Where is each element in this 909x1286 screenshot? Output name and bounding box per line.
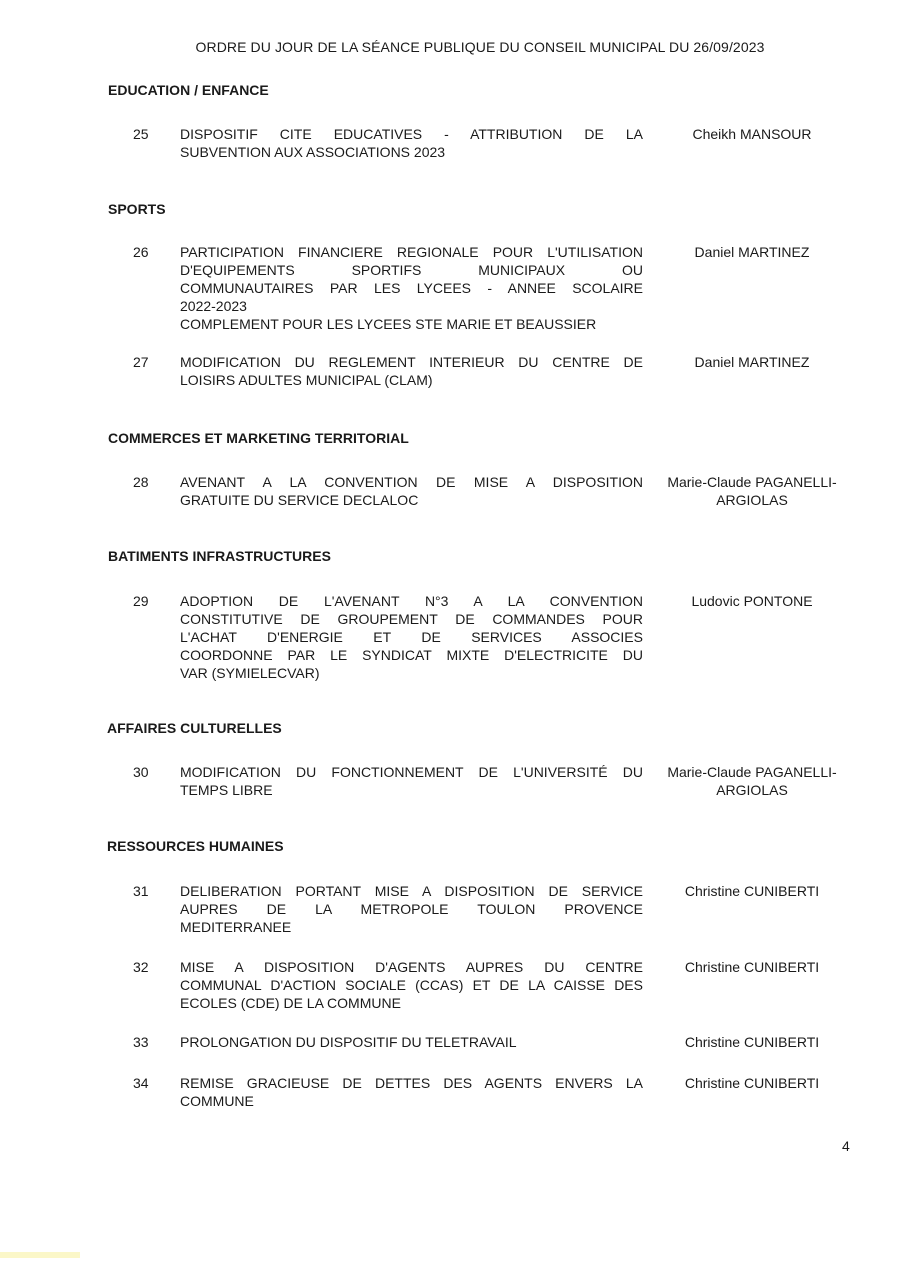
item-title-line: COMMUNE <box>180 1093 254 1109</box>
item-title-line: AUPRES DE LA METROPOLE TOULON PROVENCE <box>180 901 643 917</box>
item-title-line: CONSTITUTIVE DE GROUPEMENT DE COMMANDES POUR <box>180 611 643 627</box>
rapporteur-name-line: Marie-Claude PAGANELLI- <box>667 764 837 780</box>
item-title-line: D'EQUIPEMENTS SPORTIFS MUNICIPAUX OU <box>180 262 643 278</box>
item-title <box>180 958 643 1012</box>
item-title-line: AVENANT A LA CONVENTION DE MISE A DISPOSITION <box>180 474 643 490</box>
rapporteur-name: Christine CUNIBERTI <box>684 883 820 899</box>
item-rapporteur <box>652 125 852 143</box>
item-title-line: LOISIRS ADULTES MUNICIPAL (CLAM) <box>180 372 433 388</box>
item-rapporteur <box>652 882 852 900</box>
item-number: 30 <box>133 764 149 780</box>
item-title-line: DISPOSITIF CITE EDUCATIVES - ATTRIBUTION DE LA <box>180 126 643 142</box>
page-header: ORDRE DU JOUR DE LA SÉANCE PUBLIQUE DU CONSEIL MUNICIPAL DU 26/09/2023 <box>195 39 765 55</box>
rapporteur-name: Cheikh MANSOUR <box>692 126 812 142</box>
item-rapporteur <box>652 353 852 371</box>
item-title <box>180 1074 643 1110</box>
item-title-line: GRATUITE DU SERVICE DECLALOC <box>180 492 419 508</box>
section-title: EDUCATION / ENFANCE <box>108 82 269 98</box>
section-title: AFFAIRES CULTURELLES <box>107 720 282 736</box>
item-title-line: MEDITERRANEE <box>180 919 292 935</box>
item-title-line: COMPLEMENT POUR LES LYCEES STE MARIE ET BEAUSSIER <box>180 316 597 332</box>
item-title-line: REMISE GRACIEUSE DE DETTES DES AGENTS ENVERS LA <box>180 1075 643 1091</box>
item-number: 32 <box>133 959 149 975</box>
rapporteur-name: Ludovic PONTONE <box>691 593 813 609</box>
item-title-line: COMMUNAL D'ACTION SOCIALE (CCAS) ET DE LA CAISSE DES <box>180 977 643 993</box>
item-number: 34 <box>133 1075 149 1091</box>
section-title: COMMERCES ET MARKETING TERRITORIAL <box>108 430 409 446</box>
item-title-line: MODIFICATION DU FONCTIONNEMENT DE L'UNIVERSITÉ DU <box>180 764 643 780</box>
item-title-line: MODIFICATION DU REGLEMENT INTERIEUR DU CENTRE DE <box>180 354 643 370</box>
item-number: 31 <box>133 883 149 899</box>
item-title <box>180 882 643 936</box>
item-title-line: TEMPS LIBRE <box>180 782 273 798</box>
page-number: 4 <box>842 1138 850 1154</box>
rapporteur-name-line: ARGIOLAS <box>716 782 788 798</box>
item-number: 25 <box>133 126 149 142</box>
item-title-line: 2022-2023 <box>180 298 247 314</box>
rapporteur-name: Daniel MARTINEZ <box>694 354 810 370</box>
rapporteur-name: Daniel MARTINEZ <box>694 244 810 260</box>
rapporteur-name-line: ARGIOLAS <box>716 492 788 508</box>
item-number: 27 <box>133 354 149 370</box>
item-number: 26 <box>133 244 149 260</box>
item-rapporteur <box>652 473 852 509</box>
rapporteur-name: Christine CUNIBERTI <box>684 1075 820 1091</box>
section-title: BATIMENTS INFRASTRUCTURES <box>108 548 331 564</box>
item-number: 29 <box>133 593 149 609</box>
item-rapporteur <box>652 958 852 976</box>
item-title <box>180 125 643 161</box>
item-number: 33 <box>133 1034 149 1050</box>
item-rapporteur <box>652 243 852 261</box>
item-title-line: MISE A DISPOSITION D'AGENTS AUPRES DU CENTRE <box>180 959 643 975</box>
item-title-line: DELIBERATION PORTANT MISE A DISPOSITION DE SERVICE <box>180 883 643 899</box>
item-title-line: ECOLES (CDE) DE LA COMMUNE <box>180 995 401 1011</box>
item-title-line: ADOPTION DE L'AVENANT N°3 A LA CONVENTION <box>180 593 643 609</box>
item-title <box>180 592 643 682</box>
item-title-line: SUBVENTION AUX ASSOCIATIONS 2023 <box>180 144 446 160</box>
item-title-line: VAR (SYMIELECVAR) <box>180 665 320 681</box>
item-title <box>180 243 643 333</box>
item-rapporteur <box>652 592 852 610</box>
item-title-line: COMMUNAUTAIRES PAR LES LYCEES - ANNEE SCOLAIRE <box>180 280 643 296</box>
section-title: SPORTS <box>108 201 166 217</box>
item-rapporteur <box>652 1074 852 1092</box>
rapporteur-name: Christine CUNIBERTI <box>684 1034 820 1050</box>
rapporteur-name-line: Marie-Claude PAGANELLI- <box>667 474 837 490</box>
scan-artifact <box>0 1252 80 1258</box>
item-number: 28 <box>133 474 149 490</box>
item-title <box>180 1033 643 1051</box>
item-title-line: COORDONNE PAR LE SYNDICAT MIXTE D'ELECTRICITE DU <box>180 647 643 663</box>
item-title-line: PARTICIPATION FINANCIERE REGIONALE POUR L'UTILISATION <box>180 244 643 260</box>
item-title-line: PROLONGATION DU DISPOSITIF DU TELETRAVAIL <box>180 1034 517 1050</box>
item-rapporteur <box>652 763 852 799</box>
item-title <box>180 763 643 799</box>
section-title: RESSOURCES HUMAINES <box>107 838 284 854</box>
rapporteur-name: Christine CUNIBERTI <box>684 959 820 975</box>
item-title <box>180 353 643 389</box>
item-rapporteur <box>652 1033 852 1051</box>
item-title <box>180 473 643 509</box>
item-title-line: L'ACHAT D'ENERGIE ET DE SERVICES ASSOCIES <box>180 629 643 645</box>
